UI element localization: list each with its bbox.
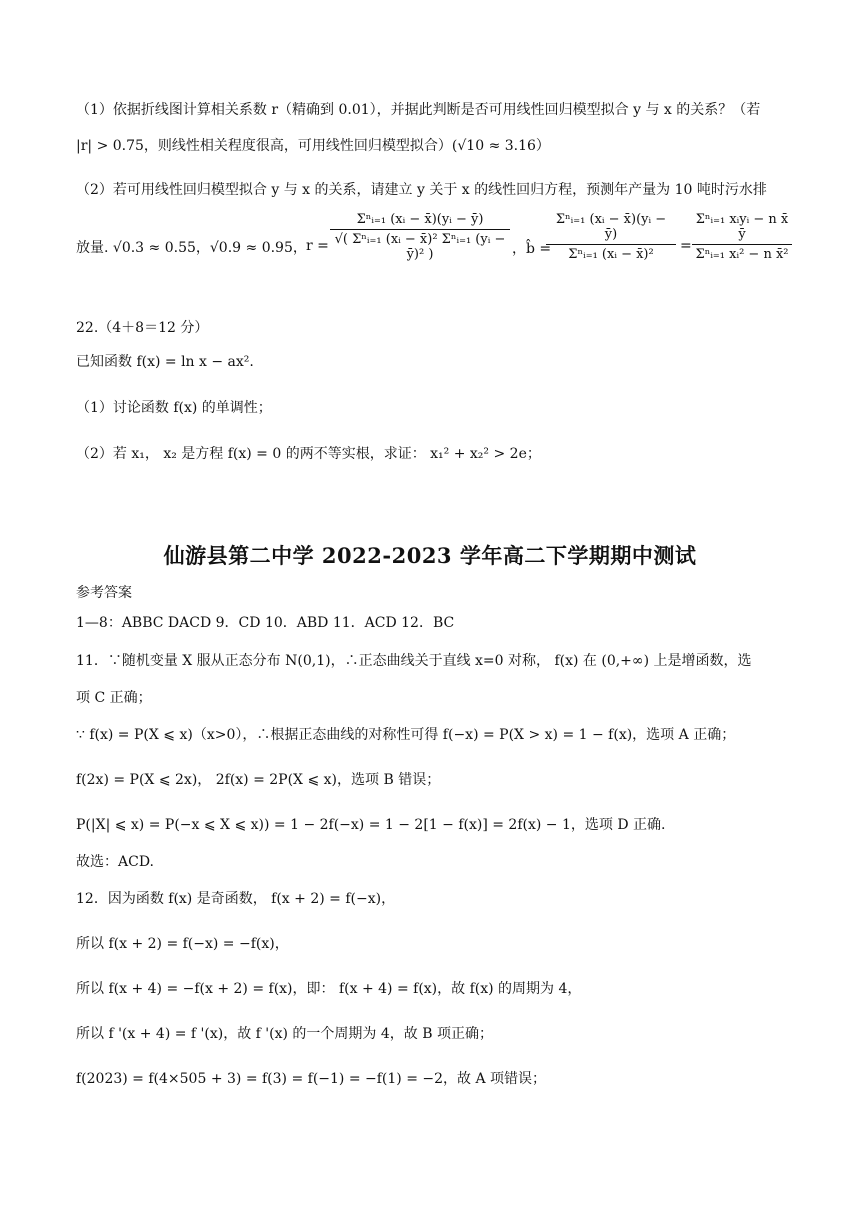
q22-part1: （1）讨论函数 f(x) 的单调性； [76,400,272,416]
solution-12-line1: 12．因为函数 f(x) 是奇函数， f(x + 2) = f(−x)， [76,891,396,907]
q21-part2-line2: 放量. √0.3 ≈ 0.55，√0.9 ≈ 0.95， [76,240,307,256]
answer-keys: 1—8：ABBC DACD 9．CD 10．ABD 11．ACD 12．BC [76,615,455,631]
solution-12-line4: 所以 f '(x + 4) = f '(x)，故 f '(x) 的一个周期为 4，故 B 项正确； [76,1026,493,1042]
answer-reference-heading: 参考答案 [76,585,132,601]
q22-heading: 22.（4＋8＝12 分） [76,320,209,336]
solution-11-line2: 项 C 正确； [76,690,152,706]
b-formula-denominator2: Σⁿᵢ₌₁ xᵢ² − n x̄² [695,247,789,262]
b-formula-numerator1: Σⁿᵢ₌₁ (xᵢ − x̄)(yᵢ − ȳ) [546,212,676,245]
b-formula-fraction1 [546,212,676,262]
b-formula-numerator2: Σⁿᵢ₌₁ xᵢyᵢ − n x̄ ȳ [692,212,792,245]
q21-part1-line1: （1）依据折线图计算相关系数 r（精确到 0.01），并据此判断是否可用线性回归模型拟合 y 与 x 的关系？（若 [76,102,761,118]
solution-11-line1: 11．∵随机变量 X 服从正态分布 N(0,1)，∴正态曲线关于直线 x=0 对称， f(x) 在 (0,+∞) 上是增函数，选 [76,653,752,669]
r-formula-label: r = [306,238,329,254]
q21-part1-line2: |r| > 0.75，则线性相关程度很高，可用线性回归模型拟合）(√10 ≈ 3.16） [76,138,550,154]
b-formula-fraction2 [692,212,792,262]
solution-12-line2: 所以 f(x + 2) = f(−x) = −f(x)， [76,936,289,952]
b-formula-equals: = [680,238,692,254]
solution-12-line3: 所以 f(x + 4) = −f(x + 2) = f(x)，即： f(x + 4) = f(x)，故 f(x) 的周期为 4， [76,981,582,997]
solution-11-conclusion: 故选：ACD. [76,854,154,870]
r-formula-denominator: √( Σⁿᵢ₌₁ (xᵢ − x̄)² Σⁿᵢ₌₁ (yᵢ − ȳ)² ) [334,232,506,262]
q22-given: 已知函数 f(x) = ln x − ax². [76,354,254,370]
r-formula-numerator: Σⁿᵢ₌₁ (xᵢ − x̄)(yᵢ − ȳ) [330,212,510,230]
exam-title: 仙游县第二中学 2022-2023 学年高二下学期期中测试 [163,543,697,568]
b-formula-denominator1: Σⁿᵢ₌₁ (xᵢ − x̄)² [568,247,654,262]
solution-11-line3: ∵ f(x) = P(X ⩽ x)（x>0），∴根据正态曲线的对称性可得 f(−x) = P(X > x) = 1 − f(x)，选项 A 正确； [76,727,736,743]
q22-part2: （2）若 x₁， x₂ 是方程 f(x) = 0 的两不等实根，求证： x₁² + x₂² > 2e； [76,446,541,462]
r-formula-fraction [330,212,510,262]
b-formula-label: ，b̂ = [512,241,552,257]
q21-part2-line1: （2）若可用线性回归模型拟合 y 与 x 的关系，请建立 y 关于 x 的线性回归方程，预测年产量为 10 吨时污水排 [76,182,767,198]
solution-11-line5: P(|X| ⩽ x) = P(−x ⩽ X ⩽ x)) = 1 − 2f(−x) = 1 − 2[1 − f(x)] = 2f(x) − 1，选项 D 正确. [76,817,666,833]
solution-12-line5: f(2023) = f(4×505 + 3) = f(3) = f(−1) = −f(1) = −2，故 A 项错误； [76,1071,547,1087]
solution-11-line4: f(2x) = P(X ⩽ 2x)， 2f(x) = 2P(X ⩽ x)，选项 B 错误； [76,772,441,788]
